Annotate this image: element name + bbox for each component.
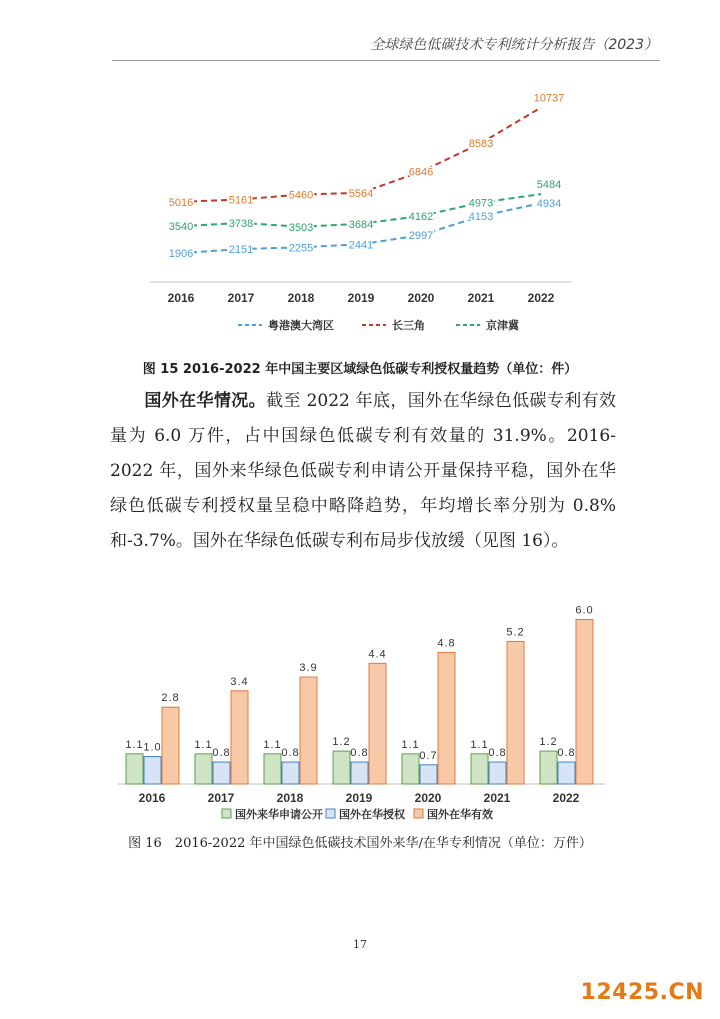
legend-swatch bbox=[222, 809, 231, 818]
data-label: 3738 bbox=[228, 217, 254, 230]
bar bbox=[300, 677, 317, 784]
line-chart-regional-grants bbox=[0, 0, 720, 345]
x-tick-label: 2022 bbox=[552, 791, 580, 805]
paragraph-lead: 国外在华情况。 bbox=[144, 391, 267, 411]
bar bbox=[420, 765, 437, 784]
bar bbox=[231, 691, 248, 784]
bar-value-label: 0.8 bbox=[488, 747, 507, 760]
bar-value-label: 0.8 bbox=[212, 747, 231, 760]
bar-value-label: 1.0 bbox=[143, 741, 162, 754]
bar-value-label: 1.1 bbox=[194, 738, 213, 751]
bar bbox=[213, 762, 230, 784]
data-label: 5161 bbox=[228, 194, 254, 207]
legend-label: 京津冀 bbox=[486, 320, 519, 332]
x-tick-label: 2021 bbox=[467, 291, 495, 305]
bar-chart-foreign-patents bbox=[0, 590, 720, 830]
bar bbox=[144, 757, 161, 784]
x-tick-label: 2018 bbox=[276, 791, 304, 805]
bar bbox=[507, 641, 524, 784]
data-label: 4934 bbox=[536, 198, 562, 211]
bar-value-label: 4.4 bbox=[368, 648, 387, 661]
data-label: 5484 bbox=[536, 179, 562, 192]
bar bbox=[282, 762, 299, 784]
bar-value-label: 0.8 bbox=[281, 747, 300, 760]
paragraph-body: 截至 2022 年底，国外在华绿色低碳专利有效量为 6.0 万件，占中国绿色低碳专利有效量的 31.9%。2016-2022 年，国外来华绿色低碳专利申请公开量保持平稳，国外在华绿色低碳专利授权量呈稳中略降趋势，年均增长率分别为 0.8%和-3.7%。国外在华绿色低碳专利布局步伐放缓（见图 16）。 bbox=[110, 391, 617, 551]
data-label: 5016 bbox=[168, 196, 194, 209]
site-watermark: 12425.CN bbox=[580, 980, 704, 1005]
data-label: 1906 bbox=[168, 248, 194, 261]
legend-label: 国外在华有效 bbox=[427, 809, 493, 821]
bar bbox=[351, 762, 368, 784]
body-paragraph bbox=[110, 384, 616, 559]
bar-value-label: 1.1 bbox=[401, 738, 420, 751]
legend-label: 长三角 bbox=[392, 320, 425, 332]
bar bbox=[195, 754, 212, 784]
figure-15-caption: 图 15 2016-2022 年中国主要区域绿色低碳专利授权量趋势（单位：件） bbox=[142, 362, 578, 377]
x-tick-label: 2016 bbox=[138, 791, 166, 805]
x-tick-label: 2021 bbox=[483, 791, 511, 805]
figure-16-caption: 图 16 2016-2022 年中国绿色低碳技术国外来华/在华专利情况（单位：万件） bbox=[128, 836, 592, 851]
x-tick-label: 2020 bbox=[407, 291, 435, 305]
bar-value-label: 1.1 bbox=[470, 738, 489, 751]
bar-value-label: 1.1 bbox=[125, 738, 144, 751]
running-header: 全球绿色低碳技术专利统计分析报告（2023） bbox=[370, 37, 658, 53]
data-label: 6846 bbox=[408, 166, 434, 179]
bar bbox=[126, 754, 143, 784]
data-label: 4162 bbox=[408, 210, 434, 223]
bar-value-label: 5.2 bbox=[506, 626, 525, 639]
bar-value-label: 0.8 bbox=[350, 747, 369, 760]
x-tick-label: 2022 bbox=[527, 291, 555, 305]
x-tick-label: 2019 bbox=[347, 291, 375, 305]
legend-label: 粤港澳大湾区 bbox=[268, 320, 334, 332]
data-label: 5460 bbox=[288, 189, 314, 202]
data-label: 2441 bbox=[348, 239, 374, 252]
bar-value-label: 3.4 bbox=[230, 675, 249, 688]
data-label: 3503 bbox=[288, 221, 314, 234]
x-tick-label: 2018 bbox=[287, 291, 315, 305]
legend-swatch bbox=[326, 809, 335, 818]
bar bbox=[162, 707, 179, 784]
bar bbox=[402, 754, 419, 784]
bar bbox=[576, 619, 593, 784]
data-label: 2997 bbox=[408, 230, 434, 243]
bar bbox=[333, 751, 350, 784]
bar bbox=[540, 751, 557, 784]
bar-value-label: 0.8 bbox=[557, 747, 576, 760]
data-label: 2255 bbox=[288, 242, 314, 255]
bar-value-label: 3.9 bbox=[299, 662, 318, 675]
bar bbox=[489, 762, 506, 784]
data-label: 4973 bbox=[468, 197, 494, 210]
bar-value-label: 0.7 bbox=[419, 749, 438, 762]
legend-swatch bbox=[414, 809, 423, 818]
data-label: 8583 bbox=[468, 138, 494, 151]
data-label: 4153 bbox=[468, 211, 494, 224]
legend-label: 国外在华授权 bbox=[339, 809, 405, 821]
data-label: 3540 bbox=[168, 221, 194, 234]
data-label: 5564 bbox=[348, 187, 374, 200]
bar-value-label: 6.0 bbox=[575, 604, 594, 617]
bar-value-label: 1.2 bbox=[539, 736, 558, 749]
bar bbox=[558, 762, 575, 784]
page-number: 17 bbox=[353, 938, 367, 951]
legend-label: 国外来华申请公开 bbox=[235, 809, 323, 821]
bar bbox=[369, 663, 386, 784]
x-tick-label: 2016 bbox=[167, 291, 195, 305]
bar bbox=[471, 754, 488, 784]
bar bbox=[264, 754, 281, 784]
x-tick-label: 2020 bbox=[414, 791, 442, 805]
x-tick-label: 2019 bbox=[345, 791, 373, 805]
bar-value-label: 4.8 bbox=[437, 637, 456, 650]
bar bbox=[438, 652, 455, 784]
bar-value-label: 1.1 bbox=[263, 738, 282, 751]
data-label: 3684 bbox=[348, 218, 374, 231]
data-label: 2151 bbox=[228, 244, 254, 257]
x-tick-label: 2017 bbox=[207, 791, 235, 805]
data-label: 10737 bbox=[533, 92, 565, 105]
x-tick-label: 2017 bbox=[227, 291, 255, 305]
bar-value-label: 1.2 bbox=[332, 736, 351, 749]
bar-value-label: 2.8 bbox=[161, 692, 180, 705]
